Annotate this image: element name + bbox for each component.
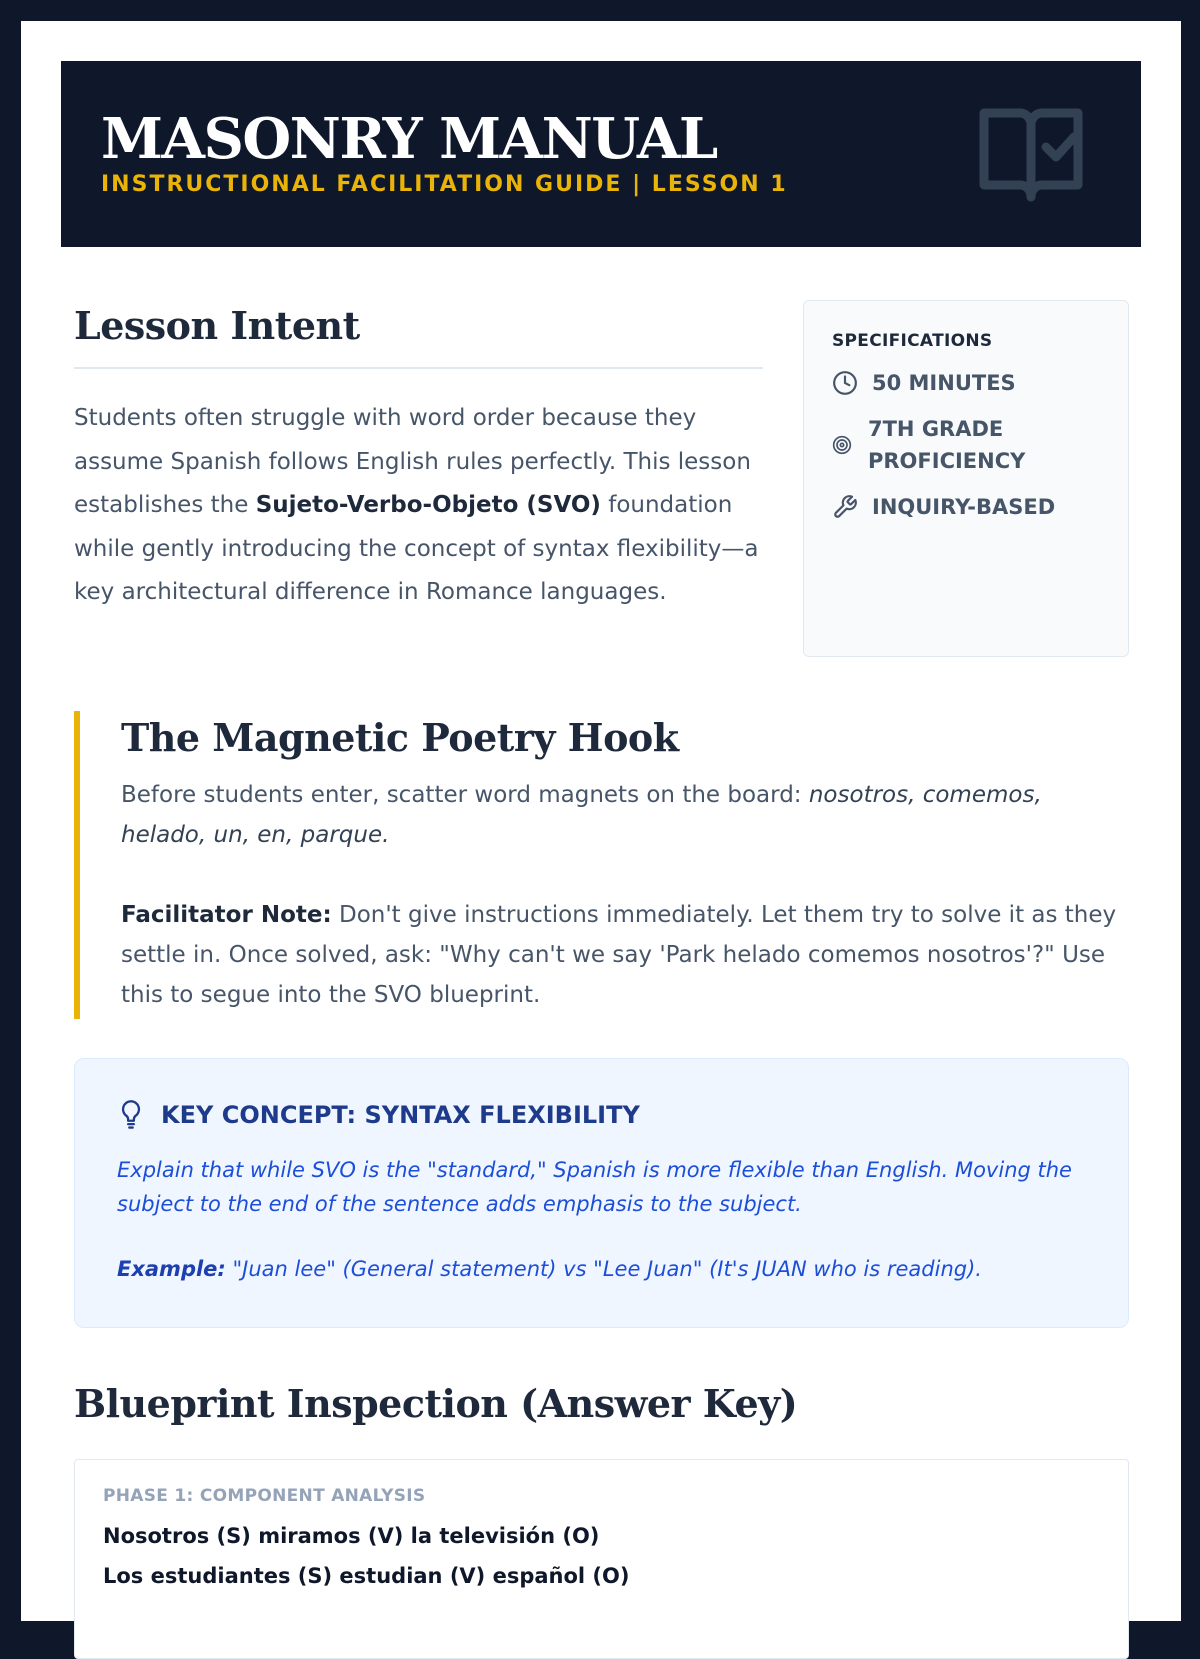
key-concept-example: Example: "Juan lee" (General statement) vs "Lee Juan" (It's JUAN who is reading). bbox=[117, 1257, 982, 1281]
key-concept-text: Explain that while SVO is the "standard," Spanish is more flexible than English. Moving the subject to the end of the sentence adds emphasis to the subject. bbox=[117, 1158, 1072, 1216]
blueprint-heading: Blueprint Inspection (Answer Key) bbox=[74, 1381, 798, 1426]
book-check-icon bbox=[976, 105, 1086, 205]
target-icon bbox=[832, 435, 852, 455]
phase-label: PHASE 1: COMPONENT ANALYSIS bbox=[103, 1486, 426, 1506]
divider bbox=[74, 367, 763, 369]
clock-icon bbox=[832, 370, 858, 396]
document-page bbox=[21, 21, 1181, 1621]
specifications-card bbox=[803, 300, 1129, 657]
lesson-intent-heading: Lesson Intent bbox=[74, 303, 360, 348]
header-subtitle: INSTRUCTIONAL FACILITATION GUIDE | LESSON 1 bbox=[101, 172, 788, 197]
lightbulb-icon bbox=[117, 1099, 145, 1131]
spec-duration bbox=[832, 367, 1016, 399]
facilitator-note-label: Facilitator Note: bbox=[121, 902, 332, 928]
lesson-intent-text: Students often struggle with word order because they assume Spanish follows English rules perfectly. This lesson establishes the Sujeto-Verbo-Objeto (SVO) foundation while gently introducing the concept of syntax flexibility—a key architectural difference in Romance languages. bbox=[74, 405, 759, 605]
spec-grade-text: 7TH GRADE PROFICIENCY bbox=[868, 417, 1026, 473]
facilitator-note: Facilitator Note: Don't give instructions immediately. Let them try to solve it as they settle in. Once solved, ask: "Why can't we say 'Park helado comemos nosotros'?" Use this to segue into the SVO blueprint. bbox=[121, 902, 1117, 1008]
key-concept-title: KEY CONCEPT: SYNTAX FLEXIBILITY bbox=[161, 1101, 640, 1129]
spec-method bbox=[832, 491, 1055, 523]
answer-line: Los estudiantes (S) estudian (V) español (O) bbox=[103, 1564, 630, 1588]
specifications-label: SPECIFICATIONS bbox=[832, 331, 993, 351]
hook-text bbox=[121, 775, 1131, 1015]
example-label: Example: bbox=[117, 1257, 226, 1281]
spec-duration-text: 50 MINUTES bbox=[872, 371, 1016, 395]
hook-section bbox=[74, 711, 1124, 1019]
answer-line: Nosotros (S) miramos (V) la televisión (O) bbox=[103, 1524, 600, 1548]
magnet-words: nosotros, comemos, helado, un, en, parque. bbox=[121, 782, 1042, 848]
key-concept-callout bbox=[74, 1058, 1129, 1328]
hook-intro: Before students enter, scatter word magnets on the board: nosotros, comemos, helado, un, en, parque. bbox=[121, 782, 1042, 848]
header-title: MASONRY MANUAL bbox=[101, 106, 717, 172]
spec-method-text: INQUIRY-BASED bbox=[872, 495, 1056, 519]
svo-term: Sujeto-Verbo-Objeto (SVO) bbox=[255, 492, 601, 518]
header-banner bbox=[61, 61, 1141, 247]
hook-heading: The Magnetic Poetry Hook bbox=[121, 715, 679, 760]
key-concept-header bbox=[117, 1099, 640, 1131]
wrench-icon bbox=[832, 494, 858, 520]
spec-grade bbox=[832, 413, 1092, 477]
answer-key-box bbox=[74, 1459, 1129, 1659]
